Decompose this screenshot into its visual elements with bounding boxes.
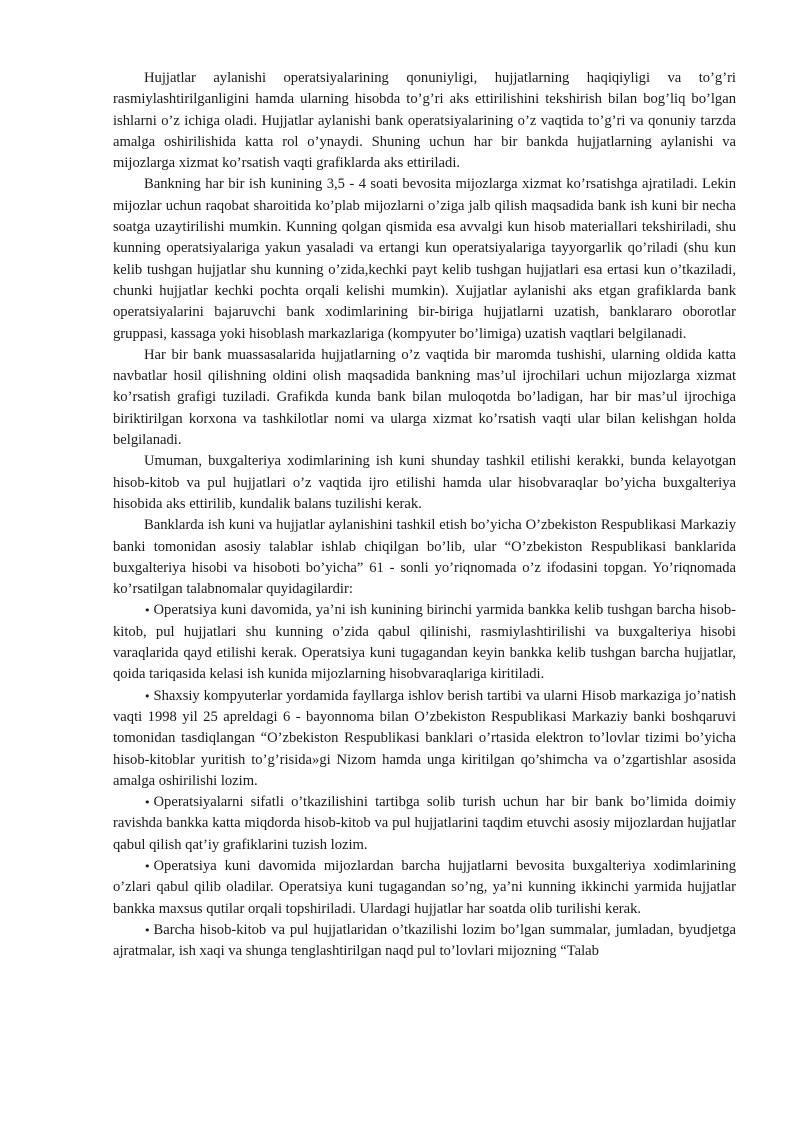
bullet-icon: • <box>144 859 151 873</box>
bullet-item <box>113 686 736 792</box>
bullet-item <box>113 792 736 856</box>
bullet-text: Shaxsiy kompyuterlar yordamida fayllarga ishlov berish tartibi va ularni Hisob markaziga jo’natish vaqti 1998 yil 25 apreldagi 6 - bayonnoma bilan O’zbekiston Respublikasi Markaziy banki boshqaruvi tomonidan tasdiqlangan “O’zbekiston Respublikasi banklari o’rtasida elektron to’lovlar tizimi bo’yicha hisob-kitoblar yuritish to’g’risida»gi Nizom hamda unga kiritilgan qo’shimcha va o’zgartishlar asosida amalga oshirilishi lozim. <box>113 687 736 789</box>
paragraph: Umuman, buxgalteriya xodimlarining ish kuni shunday tashkil etilishi kerakki, bunda kelayotgan hisob-kitob va pul hujjatlari o’z vaqtida ijro etilishi hamda ular hisobvaraqlar bo’yicha buxgalteriya hisobida aks ettirilib, kundalik balans tuzilishi kerak. <box>113 453 736 512</box>
paragraph: Hujjatlar aylanishi operatsiyalarining qonuniyligi, hujjatlarning haqiqiyligi va to’g’ri rasmiylashtirilganligini hamda ularning hisobda to’g’ri aks ettirilishini tekshirish bilan bog’liq bo’lgan ishlarni o’z ichiga oladi. Hujjatlar aylanishi bank operatsiyalarining o’z vaqtida to’g’ri va qonuniy tarzda amalga oshirilishida katta rol o’ynaydi. Shuning uchun har bir bankda hujjatlarning aylanishi va mijozlarga xizmat ko’rsatish vaqti grafiklarda aks ettiriladi. <box>113 70 736 172</box>
document-page <box>113 68 736 962</box>
bullet-icon: • <box>144 796 151 810</box>
paragraph: Banklarda ish kuni va hujjatlar aylanishini tashkil etish bo’yicha O’zbekiston Respublikasi Markaziy banki tomonidan asosiy talablar ishlab chiqilgan bo’lib, ular “O’zbekiston Respublikasi banklarida buxgalteriya hisobi va hisoboti bo’yicha” 61 - sonli yo’riqnomada o’z ifodasini topgan. Yo’riqnomada ko’rsatilgan talabnomalar quyidagilardir: <box>113 517 736 598</box>
bullet-item <box>113 920 736 963</box>
bullet-text: Operatsiyalarni sifatli o’tkazilishini tartibga solib turish uchun har bir bank bo’limida doimiy ravishda bankka katta miqdorda hisob-kitob va pul hujjatlarini taqdim etuvchi asosiy mijozlardan hujjatlar qabul qilish qat’iy grafiklarini tuzish lozim. <box>113 794 736 853</box>
bullet-item <box>113 856 736 920</box>
bullet-icon: • <box>144 923 151 937</box>
bullet-icon: • <box>144 604 151 618</box>
bullet-item <box>113 600 736 685</box>
bullet-text: Operatsiya kuni davomida mijozlardan barcha hujjatlarni bevosita buxgalteriya xodimlarining o’zlari qabul qilib oladilar. Operatsiya kuni tugagandan so’ng, ya’ni kunning ikkinchi yarmida hujjatlar bankka maxsus qutilar orqali topshiriladi. Ulardagi hujjatlar har soatda olib turilishi kerak. <box>113 857 736 917</box>
paragraph: Har bir bank muassasalarida hujjatlarning o’z vaqtida bir maromda tushishi, ularning oldida katta navbatlar hosil qilishning oldini olish maqsadida bankning mas’ul ijrochilari uchun mijozlarga xizmat ko’rsatish grafigi tuziladi. Grafikda kunda bank bilan muloqotda bo’ladigan, har bir mas’ul ijrochiga biriktirilgan korxona va tashkilotlar nomi va ularga xizmat ko’rsatish vaqti ular bilan kelishgan holda belgilanadi. <box>113 346 736 449</box>
bullet-icon: • <box>144 689 151 703</box>
paragraph: Bankning har bir ish kunining 3,5 - 4 soati bevosita mijozlarga xizmat ko’rsatishga ajratiladi. Lekin mijozlar uchun raqobat sharoitida ko’plab mijozlarni o’ziga jalb qilish maqsadida bank ish kuni bir necha soatga uzaytirilishi mumkin. Kunning qolgan qismida esa avvalgi kun hisob materiallari tekshiriladi, shu kunning operatsiyalariga yakun yasaladi va ertangi kun operatsiyalariga tayyorgarlik qo’riladi (shu kun kelib tushgan hujjatlar shu kunning o’zida,kechki payt kelib tushgan hujjatlari esa ertasi kun o’tkaziladi, chunki hujjatlar kechki pochta orqali kelishi mumkin). Xujjatlar aylanishi aks etgan grafiklarda bank operatsiyalarini bajaruvchi bank xodimlarining bir-biriga hujjatlarni uzatish, banklararo oborotlar gruppasi, kassaga yoki hisoblash markazlariga (kompyuter bo’limiga) uzatish vaqtlari belgilanadi. <box>113 176 736 342</box>
bullet-text: Operatsiya kuni davomida, ya’ni ish kunining birinchi yarmida bankka kelib tushgan barcha hisob-kitob, pul hujjatlari shu kunning o’zida qabul qilinishi, rasmiylashtirilishi va buxgalteriya hisobi varaqlarida qayd etilishi kerak. Operatsiya kuni tugagandan keyin bankka kelib tushgan barcha hujjatlar, qoida tariqasida kelasi ish kunida mijozlarning hisobvaraqlariga kiritiladi. <box>113 602 736 683</box>
bullet-text: Barcha hisob-kitob va pul hujjatlaridan o’tkazilishi lozim bo’lgan summalar, jumladan, byudjetga ajratmalar, ish xaqi va shunga tenglashtirilgan naqd pul to’lovlari mijozning “Talab <box>113 921 736 960</box>
